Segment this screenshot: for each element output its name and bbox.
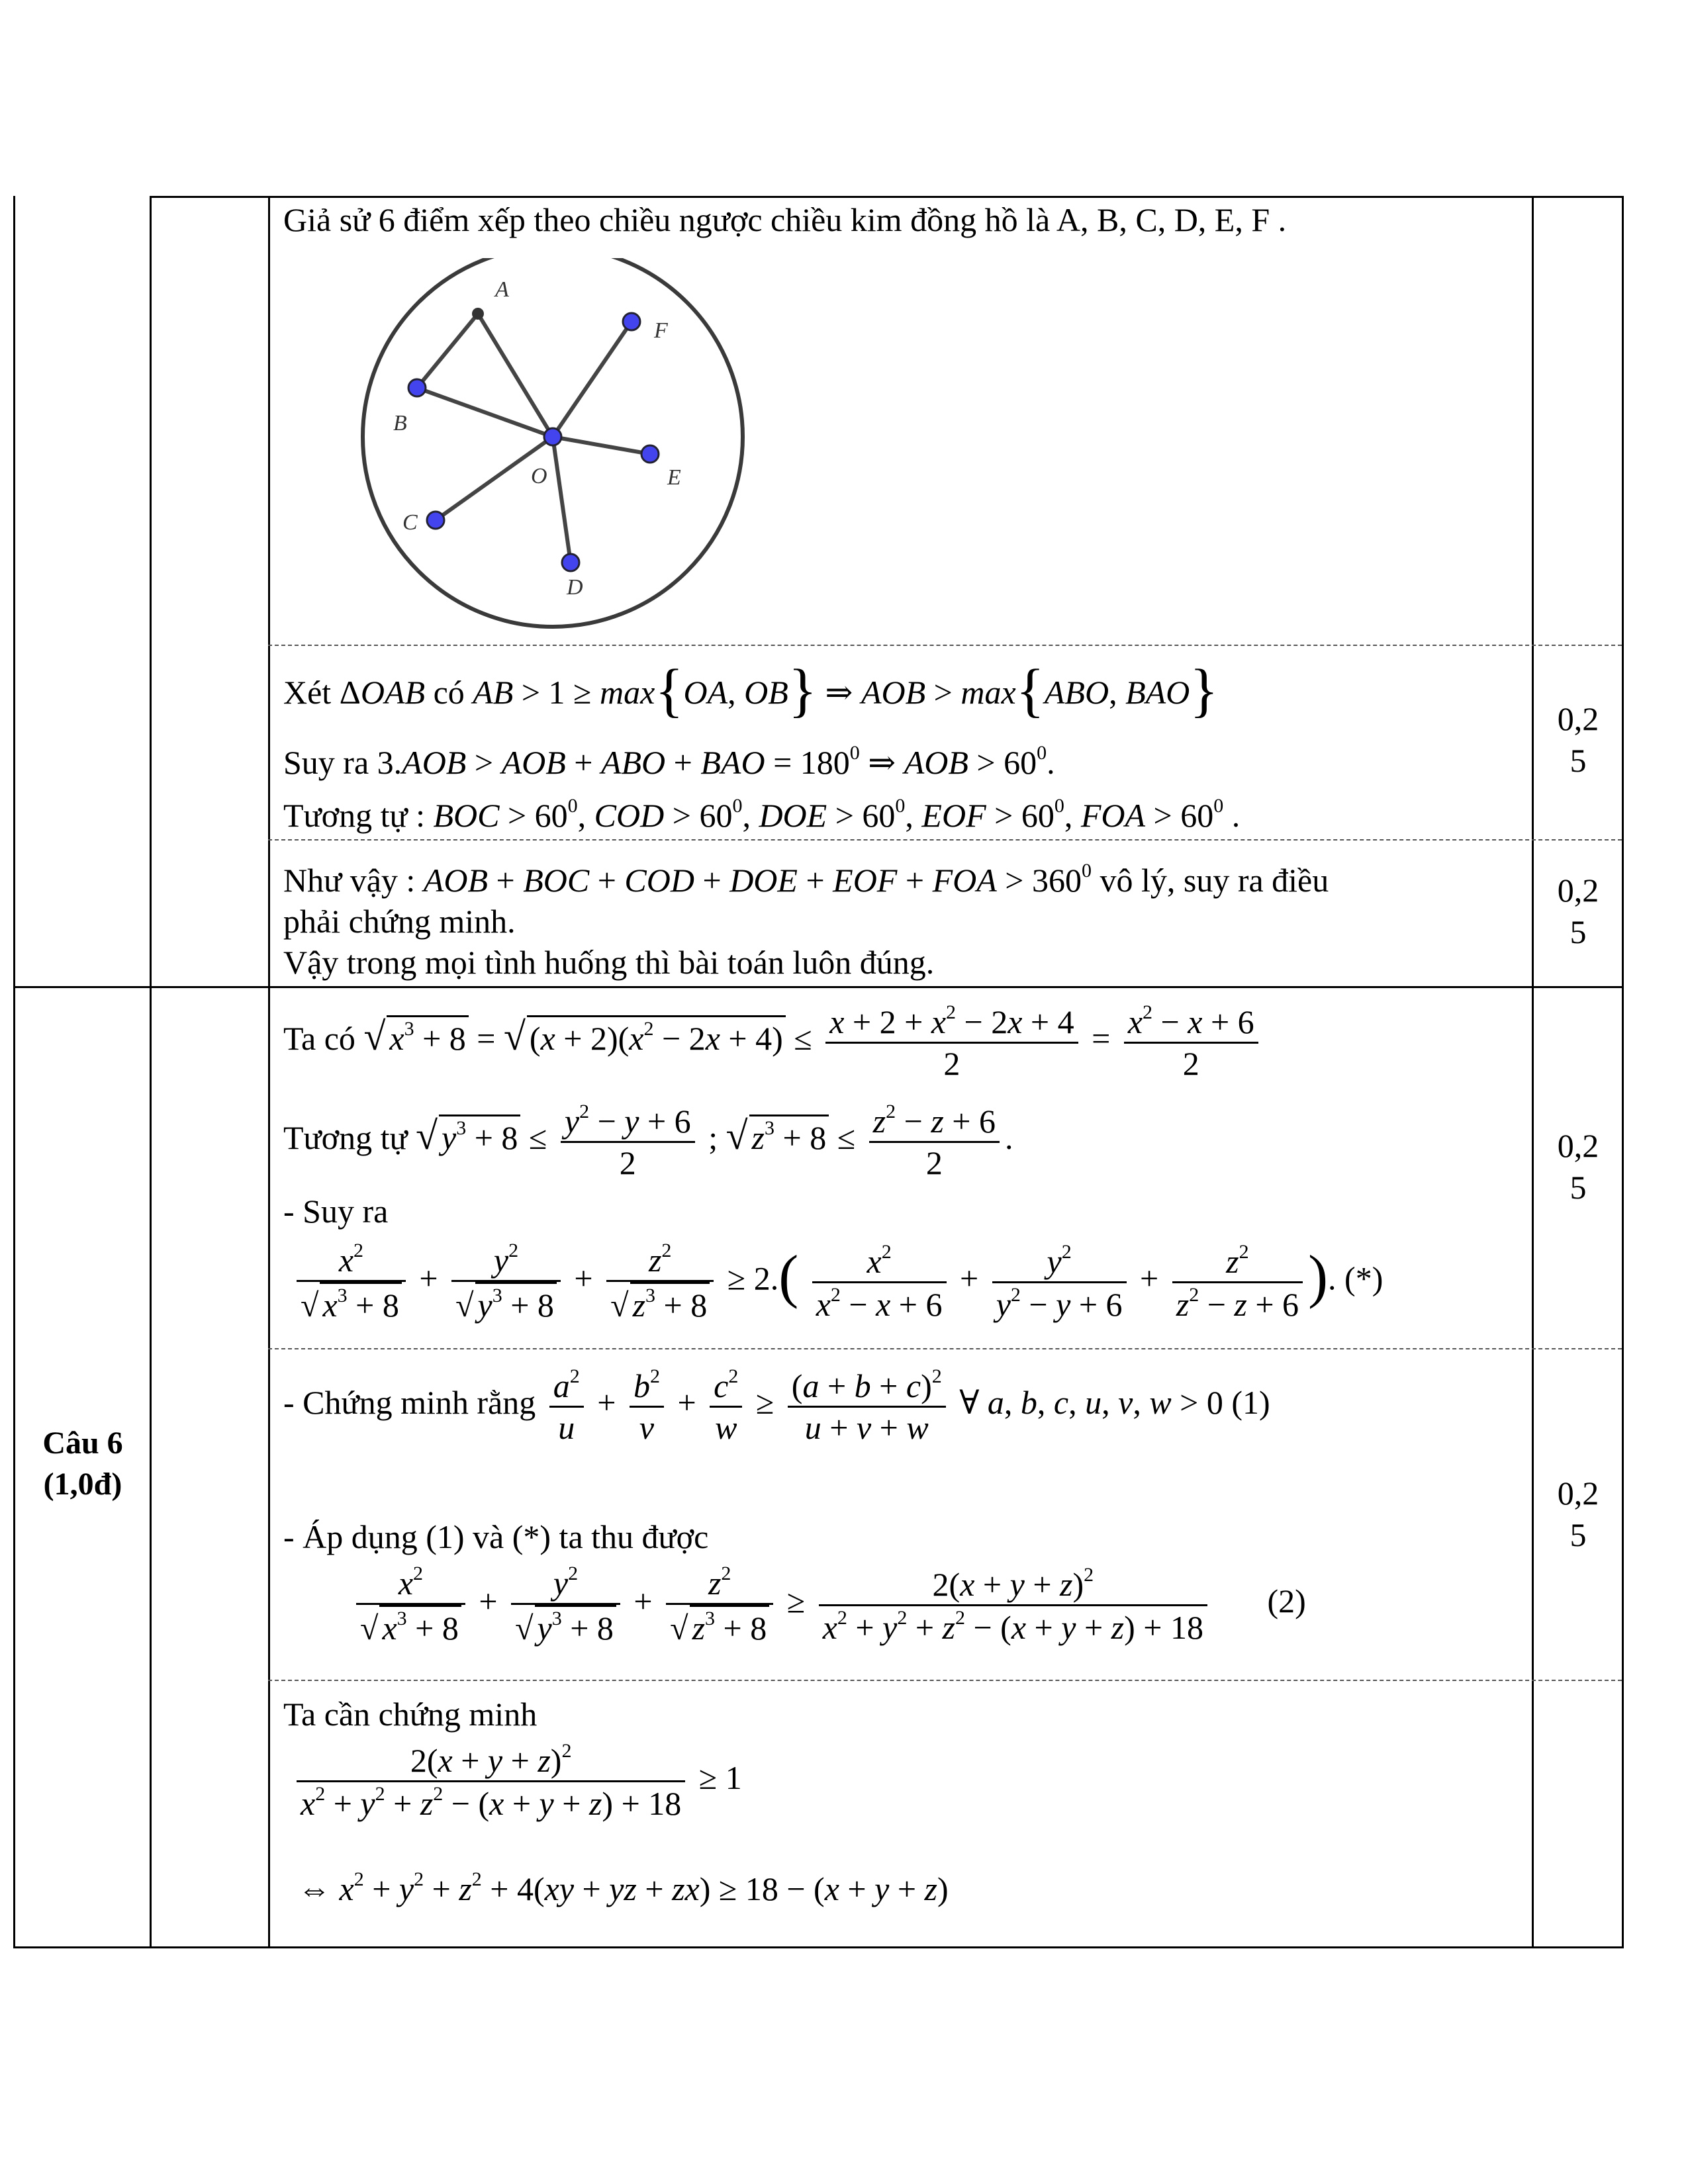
point-e bbox=[641, 445, 659, 463]
label-o: O bbox=[531, 464, 547, 488]
point-a bbox=[472, 308, 484, 320]
score-row2: 0,2 5 bbox=[1557, 700, 1599, 779]
row2-line3: Tương tự : BOC > $60^0$, COD > $60^0$, DOE > $60^0$, EOF > $60^0$, FOA > $60^0$ . bbox=[283, 795, 1241, 834]
score-row3: 0,2 5 bbox=[1557, 872, 1599, 950]
row3-line2: phải chứng minh. bbox=[283, 903, 516, 940]
segment-ab bbox=[417, 314, 478, 388]
row5-line1: - Chứng minh rằng $\frac{a^2}{u}$ + $\frac{b^2}{v}$ + $\frac{c^2}{w}$ ≥ $\frac{(a + b + c)^2}{u + v + w}$ ∀ a, b, c, u, v, w > 0 (1) bbox=[283, 1365, 1270, 1446]
point-d bbox=[562, 554, 579, 571]
row3-line3: Vậy trong mọi tình huống thì bài toán luôn đúng. bbox=[283, 944, 935, 981]
row5-line2: - Áp dụng (1) và (*) ta thu được bbox=[283, 1518, 709, 1555]
row6-line1: Ta cần chứng minh bbox=[283, 1696, 538, 1733]
label-e: E bbox=[667, 465, 681, 490]
row4-line1: Ta có √ $x^3 + 8$ = √ $(x + 2)(x^2 - 2x + 4)$ ≤ $\frac{x + 2 + x^2 - 2x + 4}{2}$ = $\frac{x^2 - x + 6}{2}$ bbox=[283, 1001, 1264, 1083]
row6-line2: $\frac{2(x + y + z)^2}{x^2 + y^2 + z^2 - (x + y + z) + 18}$ ≥ 1 bbox=[291, 1739, 742, 1823]
score-row5: 0,2 5 bbox=[1557, 1475, 1599, 1553]
row4-line4: $\frac{x^2}{√ x^3 + 8}$ + $\frac{y^2}{√ y^3 + 8}$ + $\frac{z^2}{√ z^3 + 8}$ ≥ 2.( $\frac{x^2}{x^2 - x + 6}$ + $\frac{y^2}{y^2 - y + 6}$ + $\frac{z^2}{z^2 - z + 6}$ ). (*) bbox=[291, 1239, 1383, 1325]
question-title: Câu 6 bbox=[42, 1426, 123, 1461]
row4-line2: Tương tự √ $y^3 + 8$ ≤ $\frac{y^2 - y + 6}{2}$ ; √ $z^3 + 8$ ≤ $\frac{z^2 - z + 6}{2}$ . bbox=[283, 1101, 1013, 1181]
segment-od bbox=[553, 437, 571, 563]
point-c bbox=[427, 512, 444, 529]
row5-line3: $\frac{x^2}{√ x^3 + 8}$ + $\frac{y^2}{√ y^3 + 8}$ + $\frac{z^2}{√ z^3 + 8}$ ≥ $\frac{2(x + y + z)^2}{x^2 + y^2 + z^2 - (x + y + z) + 18}$ (2) bbox=[351, 1562, 1306, 1648]
label-d: D bbox=[567, 575, 583, 600]
label-a: A bbox=[495, 277, 509, 302]
segment-oa bbox=[478, 314, 553, 437]
row4-line3: - Suy ra bbox=[283, 1193, 389, 1230]
question-points: (1,0đ) bbox=[43, 1467, 122, 1502]
segment-oe bbox=[553, 437, 650, 454]
row2-line2: Suy ra 3.AOB > AOB + ABO + BAO = $180^0$ ⇒ AOB > $60^0$. bbox=[283, 742, 1055, 781]
label-f: F bbox=[654, 318, 668, 343]
question-label bbox=[20, 1423, 146, 1506]
score-row4: 0,2 5 bbox=[1557, 1127, 1599, 1206]
segment-of bbox=[553, 322, 632, 437]
header-text: Giả sử 6 điểm xếp theo chiều ngược chiều kim đồng hồ là A, B, C, D, E, F . bbox=[283, 201, 1287, 238]
row2-line1: Xét ΔOAB có AB > 1 ≥ max{OA, OB} ⇒ AOB > max{ABO, BAO} bbox=[283, 658, 1219, 723]
row6-line3: ⇔ $x^2 + y^2 + z^2 + 4(xy$ + yz + zx) ≥ 18 − (x + y + z) bbox=[298, 1868, 949, 1907]
segment-ob bbox=[417, 388, 553, 437]
point-f bbox=[623, 313, 640, 330]
geometry-figure bbox=[351, 258, 761, 655]
label-c: C bbox=[402, 510, 418, 535]
row3-line1: Như vậy : AOB + BOC + COD + DOE + EOF + FOA > $360^0$ vô lý, suy ra điều bbox=[283, 860, 1329, 899]
point-o bbox=[544, 428, 561, 445]
label-b: B bbox=[393, 411, 407, 435]
point-b bbox=[408, 379, 426, 396]
